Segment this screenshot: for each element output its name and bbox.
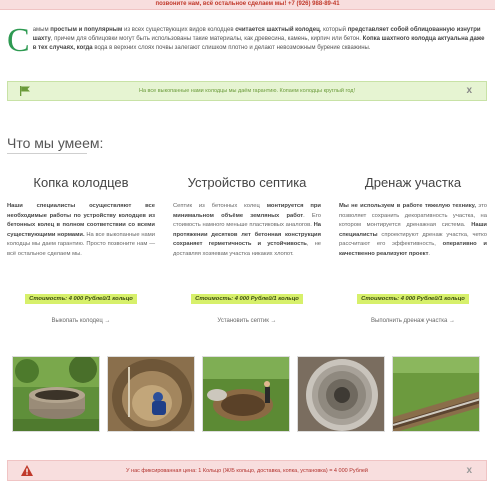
service-desc-text-1: На все выкопанные нами колодцы мы даем гарантию. Просто позвоните нам — всё остальное сделаем мы.	[7, 231, 155, 257]
service-drainage	[339, 175, 487, 324]
section-title: Что мы умеем:	[7, 135, 104, 151]
intro-text-4: , причем для облицовки могут быть использованы такие материалы, как древесина, камень, кирпич или бетон.	[50, 36, 363, 42]
intro-bold-3: представляет собой облицованную изнутри шахту	[32, 27, 481, 42]
gallery-photo-concrete-ring-top[interactable]	[297, 356, 385, 432]
service-title: Дренаж участка	[364, 175, 462, 190]
price-badge: Стоимость: 4 000 Рублей/1 кольцо	[191, 294, 303, 304]
install-septic-link[interactable]: Установить септик →	[217, 318, 277, 324]
intro-dropcap: С	[7, 22, 30, 59]
intro-text-2: из всех существующих видов колодцев	[122, 27, 236, 33]
top-contact-text: позвоните нам, всё остальное сделаем мы! +7 (926) 988-89-41	[155, 1, 340, 7]
service-desc-text-2: . Его стоимость намного меньше пластиковых аналогов.	[173, 212, 321, 228]
service-desc-text-3: .	[428, 250, 431, 257]
service-desc-text-3: , не доставляя хозяевам участка никаких хлопот.	[173, 241, 321, 257]
fixed-price-notice	[7, 460, 487, 481]
top-contact-bar	[0, 0, 495, 10]
guarantee-notice	[7, 81, 487, 101]
photo-gallery	[12, 356, 483, 432]
gallery-photo-well-ring[interactable]	[12, 356, 100, 432]
service-desc-bold-2: Наши специалисты	[339, 222, 487, 238]
gallery-photo-digging-inside[interactable]	[107, 356, 195, 432]
fixed-price-notice-text: У нас фиксированная цена: 1 Кольцо (Ж/Б кольцо, доставка, копка, установка) = 4 000 Рублей	[126, 468, 368, 474]
service-desc-bold-1: Наши специалисты осуществляют все необходимые работы по устройству колодцев из бетонных колец в полном соответствии со всеми существующими нормами.	[7, 203, 155, 238]
do-drainage-link[interactable]: Выполнить дренаж участка →	[371, 318, 455, 324]
service-title: Копка колодцев	[33, 175, 129, 190]
service-title: Устройство септика	[187, 175, 307, 190]
guarantee-notice-text: На все выкопанные нами колодцы мы даём гарантию. Копаем колодцы круглый год!	[139, 88, 355, 94]
service-description	[7, 202, 155, 290]
gallery-photo-drainage-trench[interactable]	[392, 356, 480, 432]
close-icon[interactable]: x	[466, 85, 472, 96]
price-badge: Стоимость: 4 000 Рублей/1 кольцо	[357, 294, 469, 304]
service-desc-bold-3: оперативно и качественно реализуют проект	[339, 241, 487, 257]
dig-well-link[interactable]: Выкопать колодец →	[51, 318, 111, 324]
service-desc-text-1: Септик из бетонных колец	[173, 203, 267, 209]
service-wells	[7, 175, 155, 324]
intro-text-5: вода в верхних слоях почвы залегают слишком плотно и делают невозможным бурение скважины.	[92, 45, 371, 51]
price-badge: Стоимость: 4 000 Рублей/1 кольцо	[25, 294, 137, 304]
service-description	[173, 202, 321, 290]
service-septic	[173, 175, 321, 324]
close-icon[interactable]: x	[466, 465, 472, 476]
service-description	[339, 202, 487, 290]
intro-bold-1: простым и популярным	[50, 27, 123, 33]
service-desc-bold-1: Мы не используем в работе тяжелую технику,	[339, 203, 477, 209]
intro-bold-2: считается шахтный колодец	[235, 27, 320, 33]
intro-paragraph	[7, 22, 487, 59]
service-desc-bold-2: На протяжении десятков лет бетонная конструкция сохраняет герметичность и устойчивость	[173, 222, 321, 247]
intro-bold-4: Копка шахтного колодца актуальна даже в тех случаях, когда	[32, 36, 485, 51]
section-divider	[7, 153, 87, 154]
intro-text-3: , который	[319, 27, 348, 33]
intro-text-1: амым	[32, 27, 51, 33]
service-desc-bold-1: монтируется при минимальном объёме земляных работ	[173, 203, 321, 219]
service-desc-text-1: это позволяет сохранить декоративность участка, на котором монтируется дренажная система.	[339, 203, 488, 228]
service-desc-text-2: спроектируют дренаж участка, четко рассчитают его эффективность,	[339, 231, 487, 247]
gallery-photo-septic-pit[interactable]	[202, 356, 290, 432]
